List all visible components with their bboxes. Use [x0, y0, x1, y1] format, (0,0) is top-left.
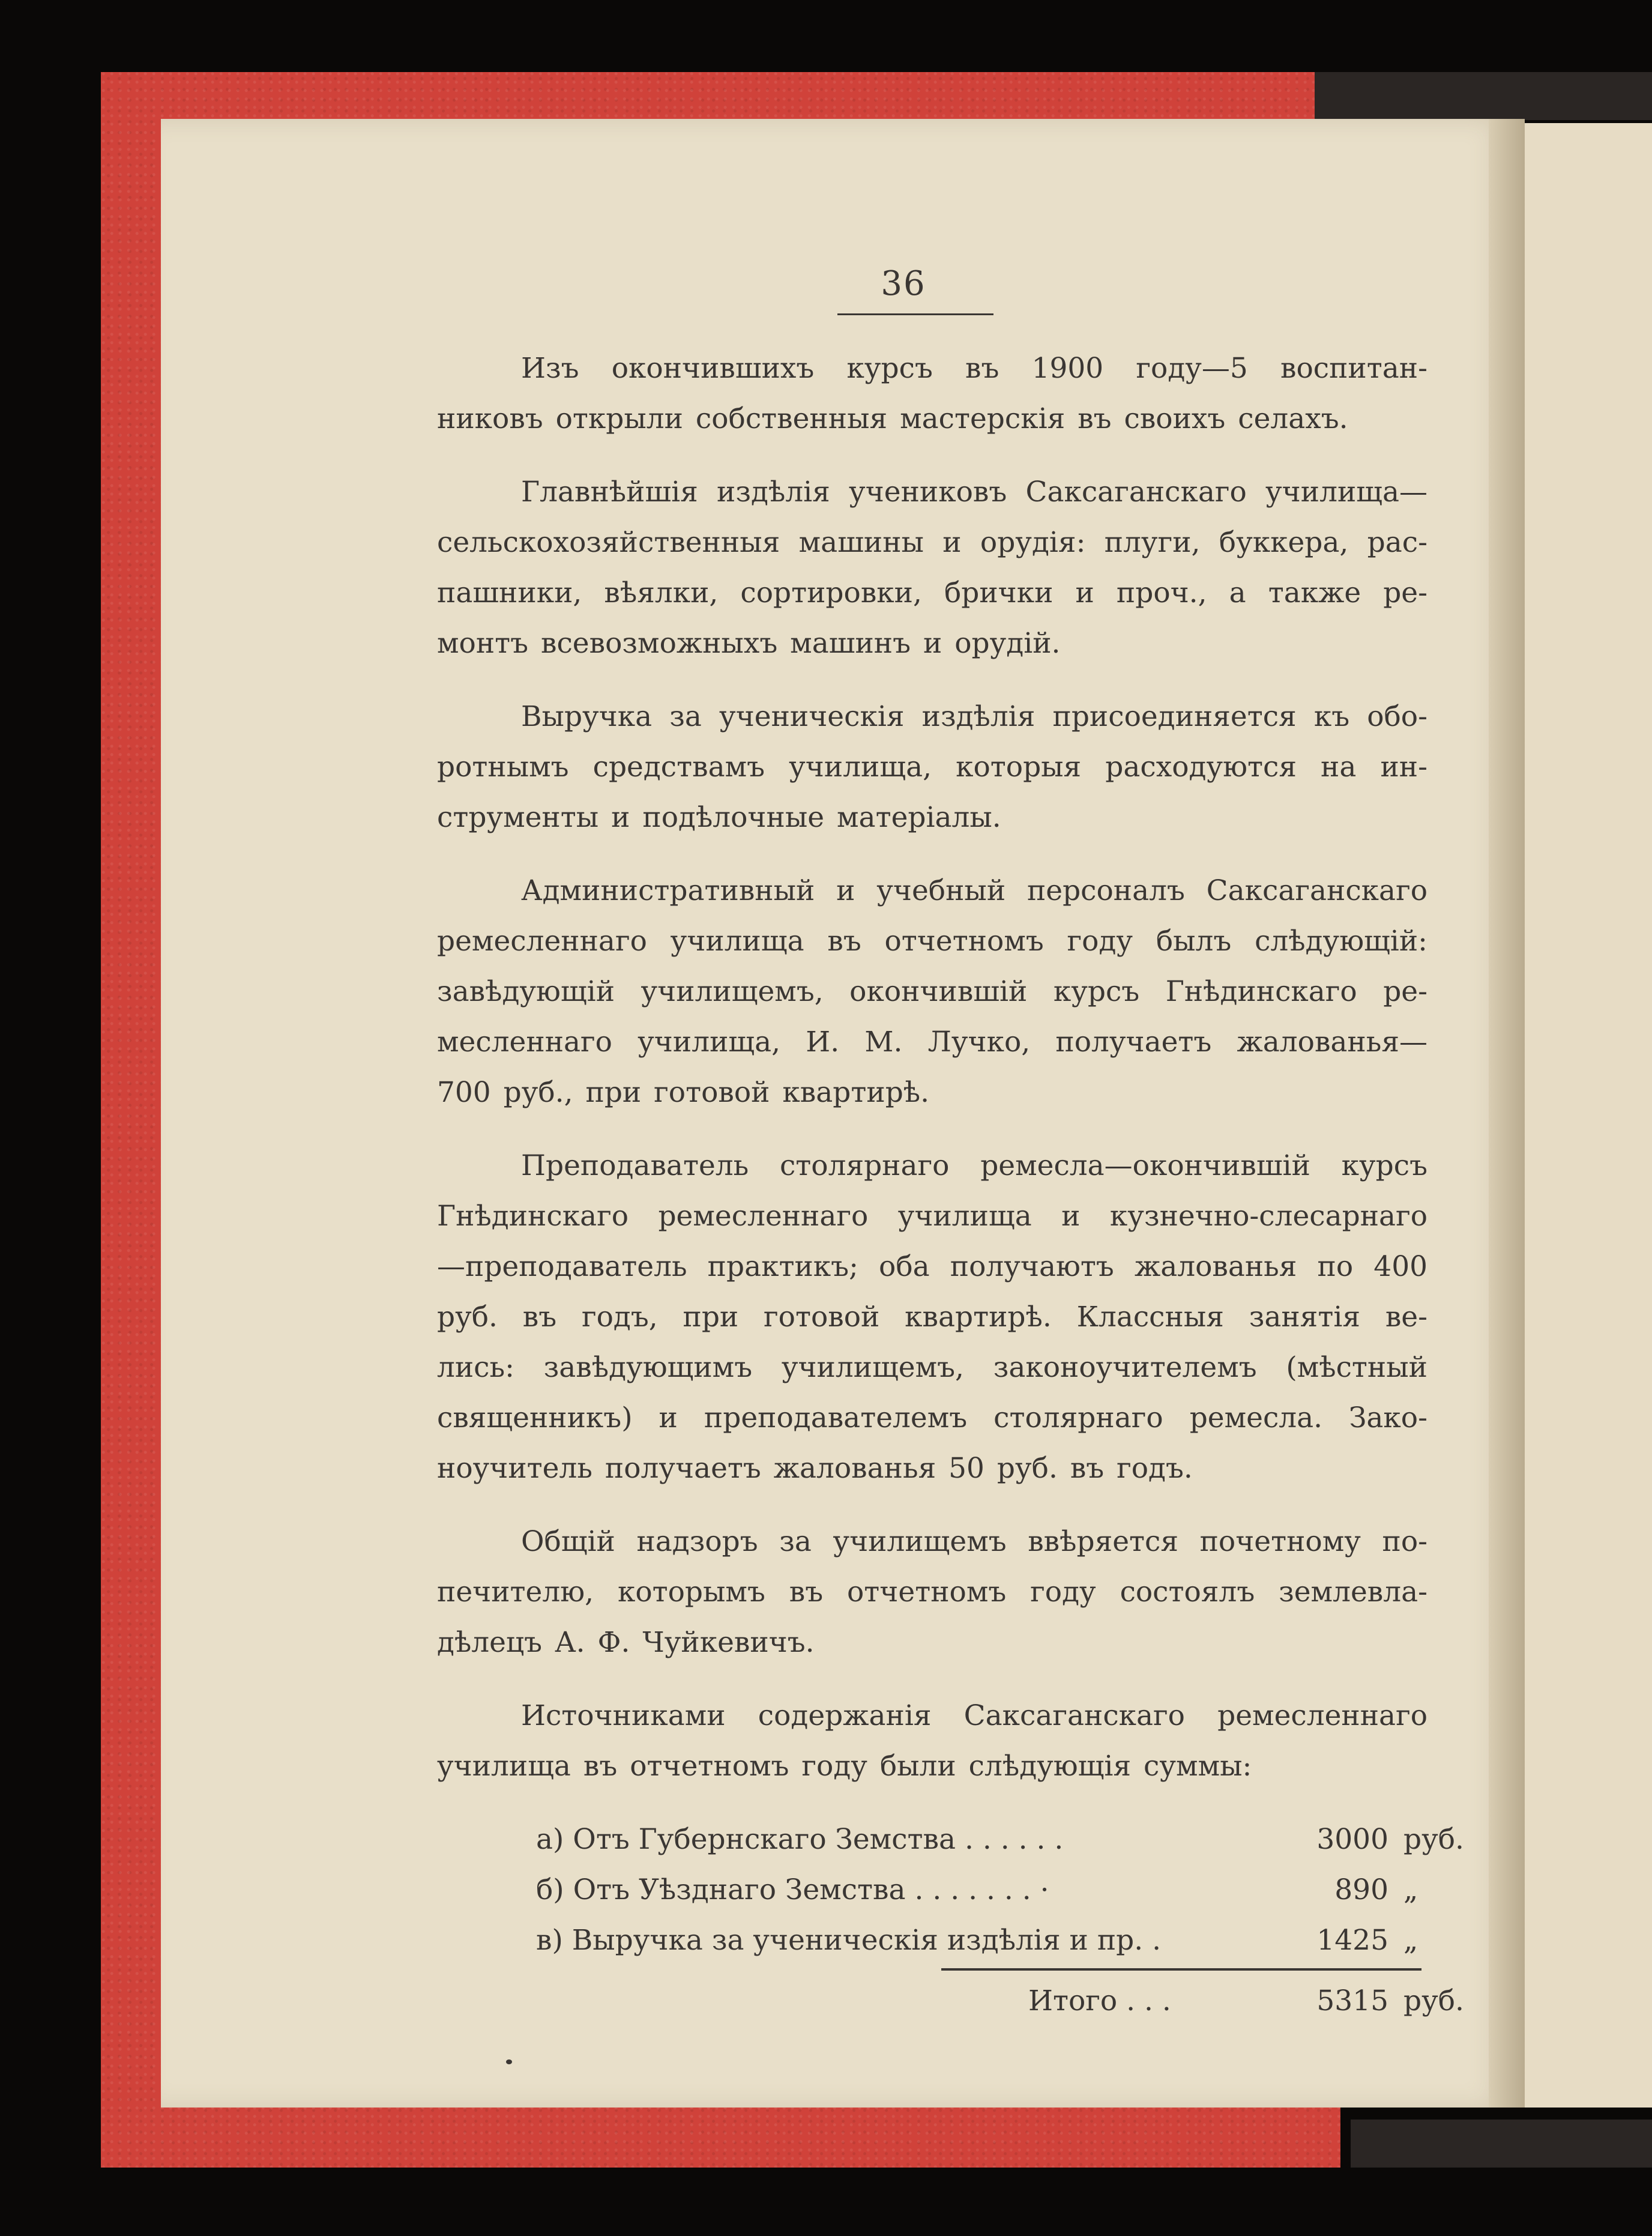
- text-line: —преподаватель практикъ; оба получаютъ жалованья по 400: [437, 1250, 1427, 1283]
- page-number-rule: [837, 313, 993, 315]
- text-line: Источниками содержанія Саксаганскаго ремесленнаго: [521, 1699, 1427, 1732]
- funding-item: [437, 1865, 1427, 1915]
- funding-list: [437, 1814, 1464, 1966]
- paragraph: [437, 1517, 1427, 1668]
- funding-item: [437, 1915, 1427, 1966]
- total-unit: руб.: [1403, 1984, 1464, 2017]
- total-amount: 5315: [1316, 1984, 1388, 2017]
- funding-item-unit: „: [1403, 1873, 1418, 1906]
- text-line: завѣдующій училищемъ, окончившій курсъ Гнѣдинскаго ре-: [437, 975, 1427, 1008]
- funding-item-unit: руб.: [1403, 1823, 1464, 1856]
- ink-speck: [506, 2059, 512, 2064]
- funding-item-amount: 3000: [1316, 1823, 1388, 1856]
- text-line: училища въ отчетномъ году были слѣдующія суммы:: [437, 1750, 1252, 1783]
- body-text: [437, 343, 1464, 2028]
- text-line: Общій надзоръ за училищемъ ввѣряется почетному по-: [521, 1525, 1427, 1558]
- text-line: лись: завѣдующимъ училищемъ, законоучителемъ (мѣстный: [437, 1351, 1427, 1384]
- total-rule: [941, 1968, 1421, 1971]
- text-line: ноучитель получаетъ жалованья 50 руб. въ годъ.: [437, 1452, 1193, 1485]
- funding-item-amount: 1425: [1316, 1924, 1388, 1957]
- page-number: 36: [881, 264, 926, 303]
- text-line: руб. въ годъ, при готовой квартирѣ. Классныя занятія ве-: [437, 1301, 1427, 1334]
- paragraph: [437, 467, 1427, 669]
- text-line: пашники, вѣялки, сортировки, брички и проч., а также ре-: [437, 576, 1427, 609]
- text-line: Главнѣйшія издѣлія учениковъ Саксаганскаго училища—: [521, 476, 1427, 509]
- funding-item-label: а) Отъ Губернскаго Земства . . . . . .: [536, 1823, 1064, 1856]
- next-page-edge: [1525, 123, 1652, 2108]
- text-line: никовъ открыли собственныя мастерскія въ своихъ селахъ.: [437, 402, 1348, 435]
- text-line: Гнѣдинскаго ремесленнаго училища и кузнечно-слесарнаго: [437, 1200, 1427, 1233]
- text-line: Изъ окончившихъ курсъ въ 1900 году—5 воспитан-: [521, 352, 1427, 385]
- text-line: Выручка за ученическія издѣлія присоединяется къ обо-: [521, 700, 1427, 733]
- text-line: Преподаватель столярнаго ремесла—окончившій курсъ: [521, 1149, 1427, 1182]
- text-line: 700 руб., при готовой квартирѣ.: [437, 1076, 930, 1109]
- paragraph: [437, 1691, 1427, 1792]
- book-spine-top: [1315, 72, 1652, 120]
- text-line: священникъ) и преподавателемъ столярнаго ремесла. Зако-: [437, 1401, 1427, 1434]
- text-line: ремесленнаго училища въ отчетномъ году былъ слѣдующій:: [437, 925, 1427, 958]
- funding-item-label: б) Отъ Уѣзднаго Земства . . . . . . . ·: [536, 1873, 1049, 1906]
- text-line: печителю, которымъ въ отчетномъ году состоялъ землевла-: [437, 1576, 1427, 1609]
- total-row: [437, 1974, 1464, 2028]
- funding-item-label: в) Выручка за ученическія издѣлія и пр. .: [536, 1924, 1162, 1957]
- funding-item-unit: „: [1403, 1924, 1418, 1957]
- funding-item: [437, 1814, 1464, 1865]
- paragraph: [437, 343, 1427, 444]
- text-line: месленнаго училища, И. М. Лучко, получаетъ жалованья—: [437, 1026, 1427, 1059]
- page-gutter: [1489, 119, 1525, 2108]
- paragraph: [437, 866, 1427, 1118]
- funding-item-amount: 890: [1334, 1873, 1388, 1906]
- text-line: сельскохозяйственныя машины и орудія: плуги, буккера, рас-: [437, 526, 1427, 559]
- book-spine-bottom: [1351, 2120, 1652, 2168]
- text-line: ротнымъ средствамъ училища, которыя расходуются на ин-: [437, 751, 1427, 784]
- text-line: Административный и учебный персоналъ Саксаганскаго: [521, 874, 1427, 907]
- paragraphs: [437, 343, 1427, 1792]
- paragraph: [437, 692, 1427, 843]
- paragraph: [437, 1141, 1427, 1494]
- text-line: дѣлецъ А. Ф. Чуйкевичъ.: [437, 1626, 815, 1659]
- text-line: струменты и подѣлочные матеріалы.: [437, 801, 1001, 834]
- text-line: монтъ всевозможныхъ машинъ и орудій.: [437, 627, 1061, 660]
- total-label: Итого . . .: [1028, 1984, 1171, 2017]
